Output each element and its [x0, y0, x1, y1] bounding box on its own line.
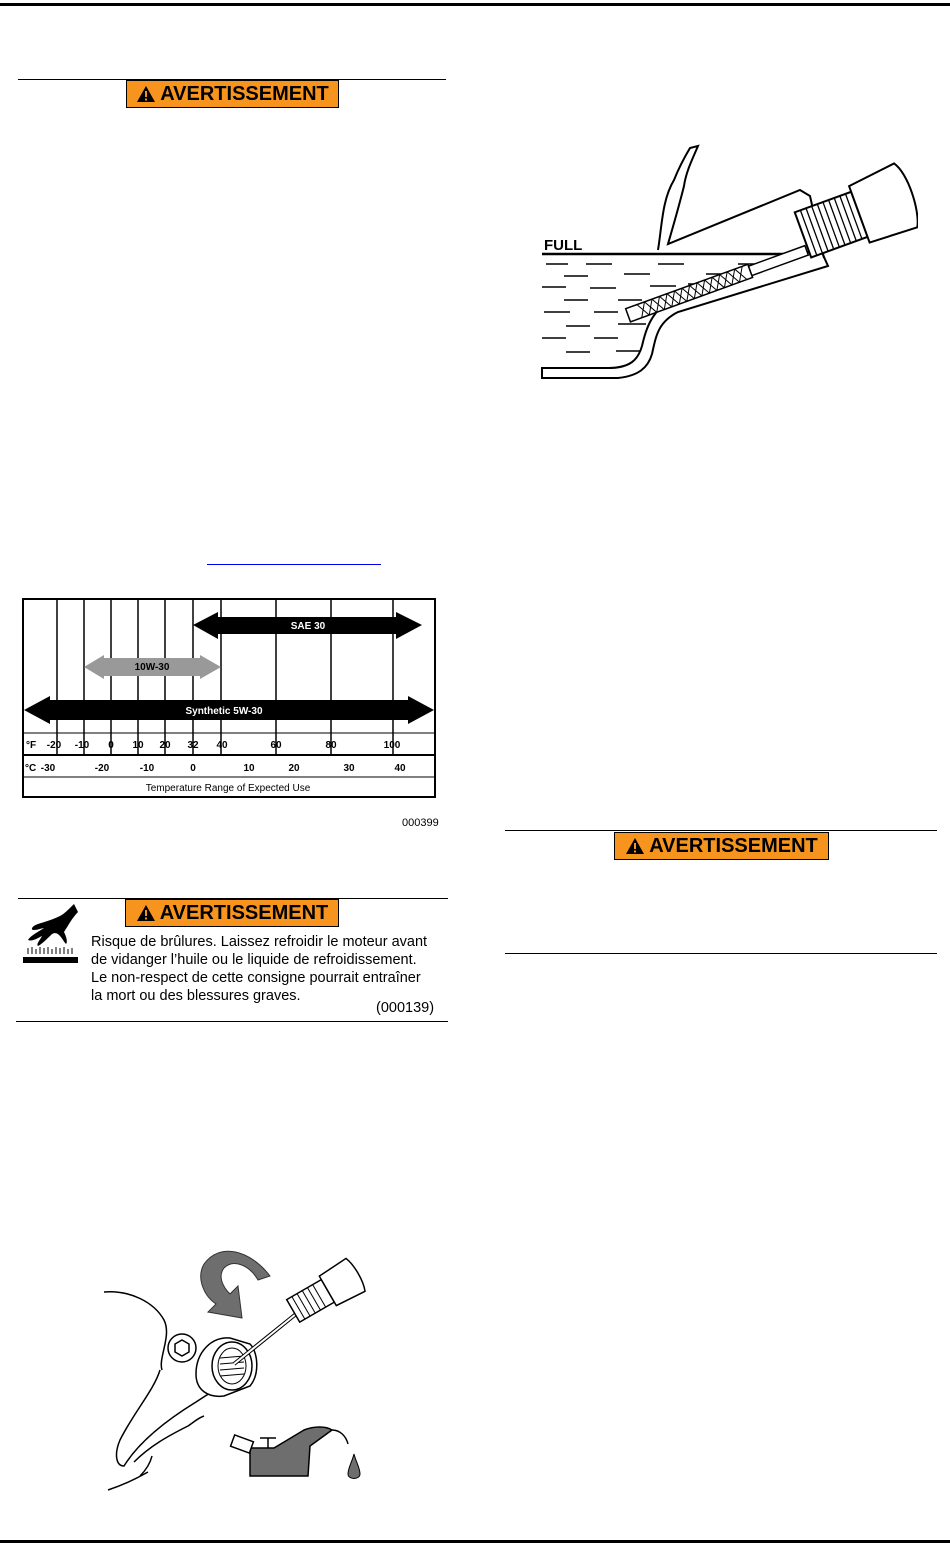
burn-warning-text: [91, 933, 441, 1005]
oil-fill-cap-illustration: [100, 1240, 370, 1492]
c-tick: 10: [243, 763, 255, 774]
oil-drop-icon: [348, 1454, 360, 1479]
synthetic-5w30-label: Synthetic 5W-30: [185, 706, 263, 717]
rotate-arrow-icon: [201, 1251, 270, 1318]
oil-viscosity-chart: [22, 598, 436, 799]
f-tick: -10: [74, 740, 90, 751]
f-tick: -20: [46, 740, 62, 751]
fahrenheit-unit: °F: [26, 740, 37, 751]
warning-label: AVERTISSEMENT: [159, 901, 329, 924]
sae30-label: SAE 30: [290, 621, 326, 632]
dipstick-oil-level-illustration: [538, 140, 918, 385]
warning-text-line: Risque de brûlures. Laissez refroidir le moteur avant: [91, 934, 428, 950]
warning-badge: [126, 80, 339, 108]
f-tick: 10: [132, 740, 144, 751]
full-level-label: FULL: [544, 237, 583, 254]
warning-text-line: de vidanger l’huile ou le liquide de refroidissement.: [91, 952, 417, 968]
chart-figure-code: 000399: [402, 817, 439, 829]
c-tick: 20: [288, 763, 300, 774]
warning-text-line: la mort ou des blessures graves.: [91, 988, 301, 1004]
celsius-unit: °C: [25, 763, 37, 774]
c-tick: -30: [40, 763, 56, 774]
top-page-rule: [0, 3, 950, 6]
warning-triangle-icon: [136, 85, 156, 103]
warning-text-line: Le non-respect de cette consigne pourrait entraîner: [91, 970, 421, 986]
warning-triangle-icon: [136, 904, 156, 922]
f-tick: 60: [270, 740, 282, 751]
warning-triangle-icon: [625, 837, 645, 855]
burn-warning-code: (000139): [376, 1000, 435, 1016]
bottom-page-rule: [0, 1540, 950, 1543]
10w30-label: 10W-30: [134, 662, 170, 673]
c-tick: -20: [94, 763, 110, 774]
burn-warning-bottom-rule: [16, 1021, 448, 1022]
f-tick: 40: [216, 740, 228, 751]
right-warning-badge: [614, 832, 829, 860]
warning-label: AVERTISSEMENT: [649, 834, 818, 857]
f-tick: 32: [187, 740, 199, 751]
burn-warning-badge: [125, 899, 339, 927]
hyperlink-underline[interactable]: [207, 564, 381, 565]
c-tick: 0: [190, 763, 196, 774]
warning-label: AVERTISSEMENT: [160, 82, 329, 105]
f-tick: 80: [325, 740, 337, 751]
f-tick: 20: [159, 740, 171, 751]
f-tick: 0: [108, 740, 114, 751]
c-tick: 30: [343, 763, 355, 774]
c-tick: -10: [139, 763, 155, 774]
right-warning-bottom-rule: [505, 953, 937, 954]
f-tick: 100: [383, 740, 401, 751]
c-tick: 40: [394, 763, 406, 774]
right-warning-top-rule: [505, 830, 937, 831]
chart-axis-title: Temperature Range of Expected Use: [145, 783, 311, 794]
hot-surface-hand-icon: [22, 902, 80, 966]
